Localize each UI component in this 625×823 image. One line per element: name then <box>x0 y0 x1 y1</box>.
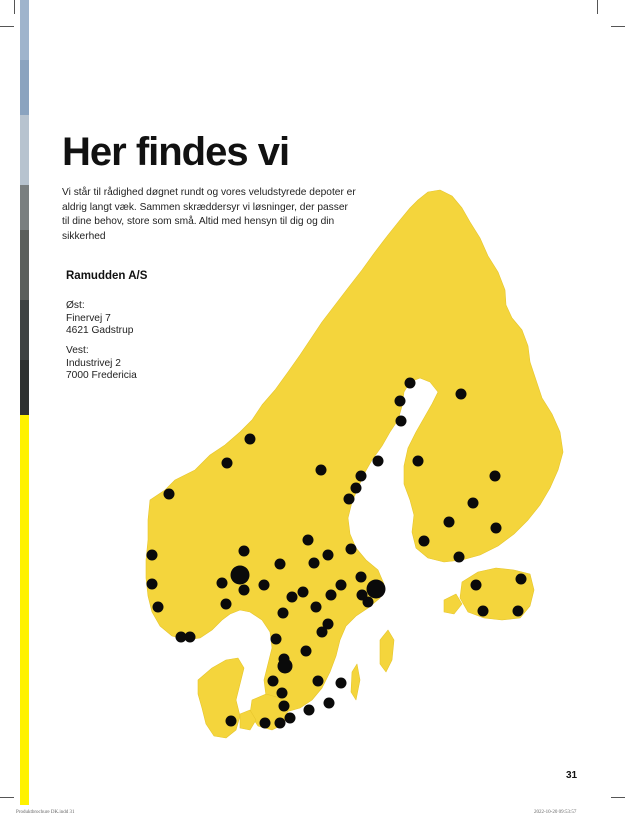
denmark-landmass <box>198 658 244 738</box>
depot-marker <box>309 558 320 569</box>
depot-marker <box>287 592 298 603</box>
depot-marker <box>324 698 335 709</box>
depot-marker <box>405 378 416 389</box>
depot-marker <box>367 580 386 599</box>
depot-marker <box>373 456 384 467</box>
crop-mark-top-right-h <box>611 26 625 27</box>
crop-mark-bottom-right-h <box>611 797 625 798</box>
depot-marker <box>271 634 282 645</box>
crop-mark-top-left-h <box>0 26 14 27</box>
depot-marker <box>336 580 347 591</box>
office-city: 7000 Fredericia <box>66 370 137 382</box>
company-name: Ramudden A/S <box>66 270 148 282</box>
norway-sweden-finland-landmass <box>146 190 563 712</box>
depot-marker <box>454 552 465 563</box>
depot-marker <box>311 602 322 613</box>
office-city: 4621 Gadstrup <box>66 325 134 337</box>
depot-marker <box>395 396 406 407</box>
depot-marker <box>260 718 271 729</box>
depot-marker <box>185 632 196 643</box>
crop-mark-bottom-left-h <box>0 797 14 798</box>
crop-mark-top-left-v <box>14 0 15 14</box>
intro-paragraph: Vi står til rådighed døgnet rundt og vores veludstyrede depoter er aldrig langt væk. Sammen skræddersyr vi løsninger, der passer til dine behov, store som små. Altid med hensyn til dig og din sikkerhed <box>62 187 356 242</box>
office-street: Finervej 7 <box>66 312 111 324</box>
depot-marker <box>279 701 290 712</box>
depot-marker <box>221 599 232 610</box>
depot-marker <box>226 716 237 727</box>
depot-marker <box>317 627 328 638</box>
crop-mark-top-right-v <box>597 0 598 14</box>
depot-marker <box>239 585 250 596</box>
depot-marker <box>491 523 502 534</box>
depot-marker <box>275 559 286 570</box>
depot-marker <box>316 465 327 476</box>
depot-marker <box>356 572 367 583</box>
depot-marker <box>513 606 524 617</box>
depot-marker <box>351 483 362 494</box>
depot-marker <box>147 550 158 561</box>
depot-marker <box>239 546 250 557</box>
depot-marker <box>413 456 424 467</box>
depot-marker <box>153 602 164 613</box>
office-street: Industrivej 2 <box>66 357 121 369</box>
yellow-accent-bar <box>20 415 29 805</box>
depot-marker <box>444 517 455 528</box>
depot-marker <box>478 606 489 617</box>
depot-marker <box>363 597 374 608</box>
depot-marker <box>419 536 430 547</box>
depot-marker <box>346 544 357 555</box>
depot-marker <box>222 458 233 469</box>
depot-marker <box>304 705 315 716</box>
oland-landmass <box>351 664 360 700</box>
office-east <box>66 300 133 338</box>
depot-marker <box>298 587 309 598</box>
office-label: Øst: <box>66 300 85 311</box>
depot-marker <box>396 416 407 427</box>
depot-marker <box>303 535 314 546</box>
office-label: Vest: <box>66 345 89 356</box>
depot-marker <box>326 590 337 601</box>
depot-marker <box>471 580 482 591</box>
depot-marker <box>164 489 175 500</box>
depot-marker <box>278 659 293 674</box>
depot-marker <box>336 678 347 689</box>
depot-marker <box>323 550 334 561</box>
depot-marker <box>456 389 467 400</box>
depot-marker <box>268 676 279 687</box>
page-number: 31 <box>566 770 578 781</box>
scandinavia-depot-map <box>140 180 580 760</box>
depot-marker <box>147 579 158 590</box>
depot-marker <box>468 498 479 509</box>
depot-marker <box>217 578 228 589</box>
page-title: Her findes vi <box>62 130 290 174</box>
depot-marker <box>301 646 312 657</box>
print-slug-timestamp: 2022-10-20 09:53:57 <box>534 810 577 815</box>
depot-marker <box>313 676 324 687</box>
depot-marker <box>259 580 270 591</box>
depot-marker <box>356 471 367 482</box>
saaremaa-landmass <box>444 594 462 614</box>
depot-marker <box>344 494 355 505</box>
depot-marker <box>285 713 296 724</box>
depot-marker <box>490 471 501 482</box>
depot-marker <box>245 434 256 445</box>
page-edge-color-bar <box>20 0 29 823</box>
gotland-landmass <box>380 630 394 672</box>
depot-marker <box>231 566 250 585</box>
depot-marker <box>278 608 289 619</box>
print-slug-filename: Produktbrochure DK.indd 31 <box>16 810 75 815</box>
depot-marker <box>516 574 527 585</box>
office-west <box>66 345 137 383</box>
depot-marker <box>275 718 286 729</box>
depot-marker <box>277 688 288 699</box>
